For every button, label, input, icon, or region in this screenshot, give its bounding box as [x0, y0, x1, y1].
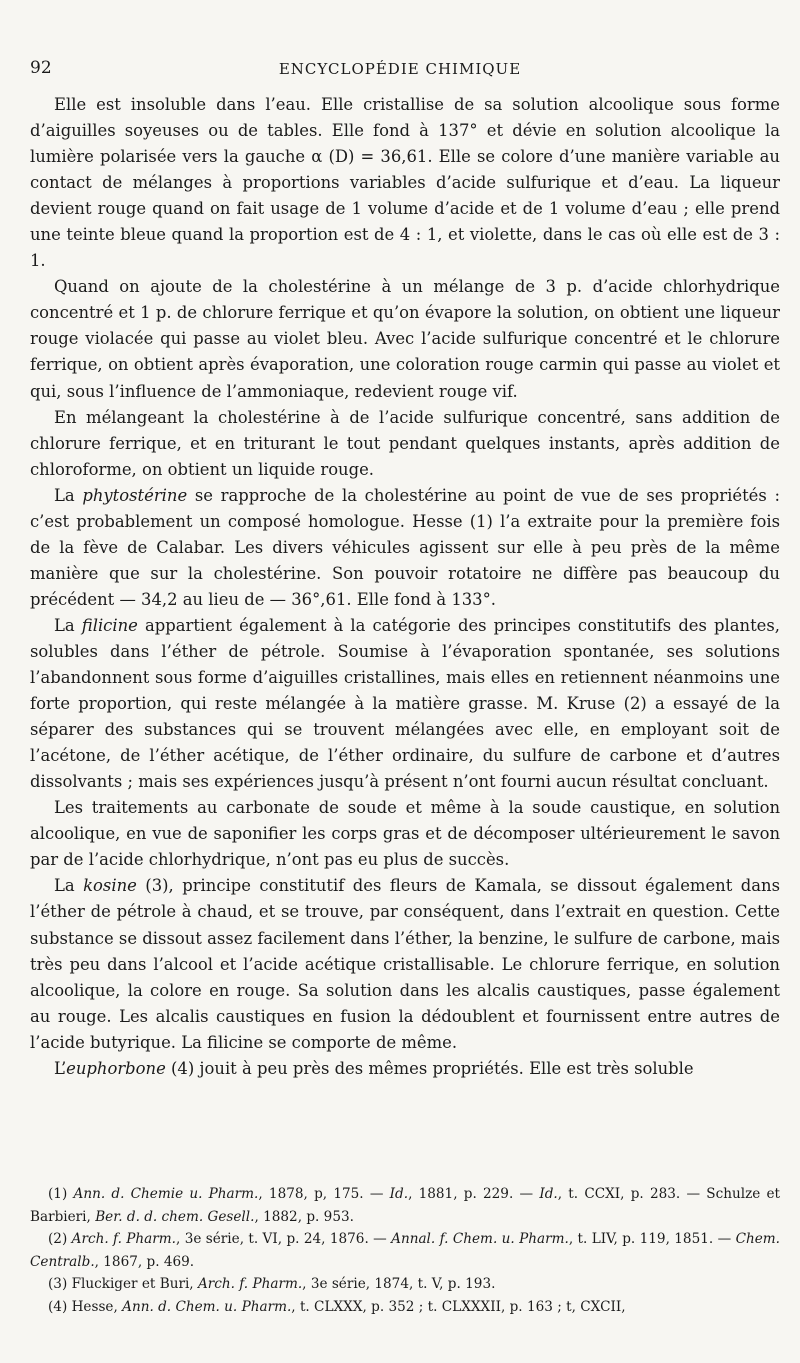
footnote-2-ref: , 1867, p. 469. — [94, 1253, 195, 1270]
footnote-1-id: Id. — [389, 1186, 409, 1202]
footnote-1-ref: , t. CCXI, p. 283. — Schulze et Barbieri, — [30, 1186, 781, 1225]
paragraph-phytosterine-text: se rapproche de la cholestérine au point de vue de ses propriétés : c’est probablement un composé homologue. Hesse (1) l’a extraite pour la première fois de la fève de Calabar. Les divers véhicules agissent sur elle à peu près de la même manière que sur la cholestérine. Son pouvoir rotatoire ne diffère pas beaucoup du précédent — 34,2 au lieu de — 36°,61. Elle fond à 133°. — [30, 485, 780, 609]
footnote-1-mark: (1) — [48, 1186, 74, 1202]
footnote-2 — [30, 1228, 780, 1273]
paragraph-phytosterine — [30, 483, 780, 613]
term-kosine: kosine — [83, 876, 137, 896]
paragraph-kosine — [30, 873, 780, 1055]
term-phytosterine: phytostérine — [82, 485, 188, 505]
paragraph-kosine-text: (3), principe constitutif des fleurs de Kamala, se dissout également dans l’éther de pétrole à chaud, et se trouve, par conséquent, dans l’extrait en question. Cette substance se dissout assez facilement dans l’éther, la benzine, le sulfure de carbone, mais très peu dans l’alcool et l’acide acétique cristallisable. Le chlorure ferrique, en solution alcoolique, la colore en rouge. Sa solution dans les alcalis caustiques, passe également au rouge. Les alcalis caustiques en fusion la dédoublent et fournissent entre autres de l’acide butyrique. La filicine se comporte de même. — [30, 876, 780, 1052]
paragraph-kosine-lead: La — [54, 876, 84, 896]
footnote-2-ref: , t. LIV, p. 119, 1851. — — [568, 1231, 736, 1248]
footnote-4-journal: Ann. d. Chem. u. Pharm. — [122, 1298, 292, 1315]
footnote-4 — [30, 1296, 780, 1319]
footnote-4-ref: , t. CLXXX, p. 352 ; t. CLXXXII, p. 163 ; t, CXCII, — [291, 1298, 626, 1315]
footnote-2-journal: Annal. f. Chem. u. Pharm. — [391, 1231, 569, 1248]
footnote-1-ref: , 1881, p. 229. — — [408, 1186, 540, 1202]
footnote-3 — [30, 1273, 780, 1296]
footnote-1-ref: , 1878, p, 175. — — [258, 1186, 390, 1202]
paragraph-6: Les traitements au carbonate de soude et même à la soude caustique, en solution alcoolique, en vue de saponifier les corps gras et de décomposer ultérieurement le savon par de l’acide chlorhydrique, n’ont pas eu plus de succès. — [30, 798, 780, 870]
footnote-1-id: Id. — [539, 1186, 558, 1202]
paragraph-3: En mélangeant la cholestérine à de l’acide sulfurique concentré, sans addition de chlorure ferrique, et en triturant le tout pendant quelques instants, après addition de chloroforme, on obtient un liquide rouge. — [30, 407, 780, 479]
page-number: 92 — [30, 58, 52, 78]
term-euphorbone: euphorbone — [66, 1058, 166, 1078]
footnote-2-journal: Chem. Centralb. — [30, 1231, 780, 1270]
footnote-2-journal: Arch. f. Pharm. — [71, 1231, 176, 1248]
footnote-1-journal: Ann. d. Chemie u. Pharm. — [73, 1186, 259, 1202]
body-text — [30, 92, 780, 1082]
footnote-3-journal: Arch. f. Pharm. — [197, 1276, 303, 1293]
footnote-2-mark: (2) — [48, 1231, 72, 1248]
footnote-3-authors: (3) Fluckiger et Buri, — [48, 1276, 198, 1293]
paragraph-euphorbone — [30, 1056, 780, 1082]
running-head: ENCYCLOPÉDIE CHIMIQUE — [278, 60, 522, 78]
paragraph-2: Quand on ajoute de la cholestérine à un mélange de 3 p. d’acide chlorhydrique concentré et 1 p. de chlorure ferrique et qu’on évapore la solution, on obtient une liqueur rouge violacée qui passe au violet bleu. Avec l’acide sulfurique concentré et le chlorure ferrique, on obtient après évaporation, une coloration rouge carmin qui passe au violet et qui, sous l’influence de l’ammoniaque, redevient rouge vif. — [30, 277, 780, 401]
paragraph-phytosterine-lead: La — [54, 485, 83, 505]
footnotes — [30, 1183, 780, 1319]
footnote-1-journal: Ber. d. d. chem. Gesell. — [95, 1208, 255, 1225]
footnote-2-ref: , 3e série, t. VI, p. 24, 1876. — — [176, 1231, 392, 1248]
footnote-1-ref: , 1882, p. 953. — [254, 1208, 354, 1225]
paragraph-filicine — [30, 613, 780, 795]
paragraph-euphorbone-lead: L’ — [54, 1058, 67, 1078]
paragraph-filicine-text: appartient également à la catégorie des principes constitutifs des plantes, solubles dans l’éther de pétrole. Soumise à l’évaporation spontanée, ses solutions l’abandonnent sous forme d’aiguilles cristallines, mais elles en retiennent néanmoins une forte proportion, qui reste mélangée à la matière grasse. M. Kruse (2) a essayé de la séparer des substances qui se trouvent mélangées avec elle, en employant soit de l’acétone, de l’éther acétique, de l’éther ordinaire, du sulfure de carbone et d’autres dissolvants ; mais ses expériences jusqu’à présent n’ont fourni aucun résultat concluant. — [30, 615, 780, 792]
footnote-3-ref: , 3e série, 1874, t. V, p. 193. — [302, 1276, 496, 1293]
page-header — [30, 58, 770, 84]
paragraph-1: Elle est insoluble dans l’eau. Elle cristallise de sa solution alcoolique sous forme d’aiguilles soyeuses ou de tables. Elle fond à 137° et dévie en solution alcoolique la lumière polarisée vers la gauche α (D) = 36,61. Elle se colore d’une manière variable au contact de mélanges à proportions variables d’acide sulfurique et d’eau. La liqueur devient rouge quand on fait usage de 1 volume d’acide et de 1 volume d’eau ; elle prend une teinte bleue quand la proportion est de 4 : 1, et violette, dans le cas où elle est de 3 : 1. — [30, 95, 780, 271]
paragraph-euphorbone-text: (4) jouit à peu près des mêmes propriétés. Elle est très soluble — [165, 1058, 694, 1078]
footnote-1 — [30, 1183, 780, 1228]
paragraph-filicine-lead: La — [54, 615, 82, 635]
footnote-4-author: (4) Hesse, — [48, 1298, 123, 1315]
term-filicine: filicine — [81, 615, 138, 635]
